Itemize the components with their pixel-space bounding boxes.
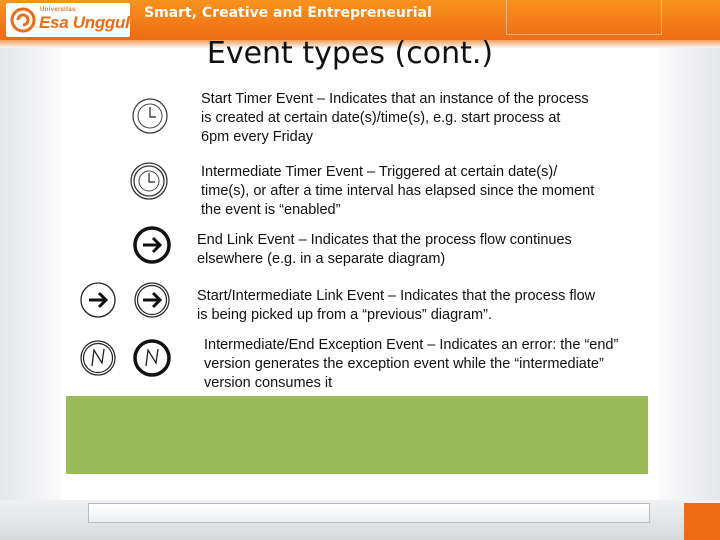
event-description: Start Timer Event – Indicates that an instance of the process is created at certain date(s)/time(s), e.g. start process at 6pm every Friday (201, 91, 589, 145)
footer-accent (684, 503, 720, 540)
arrow-circle-double-icon (132, 280, 172, 320)
event-description: Intermediate Timer Event – Triggered at certain date(s)/ time(s), or after a time interval has elapsed since the moment the event is “enabled” (201, 164, 595, 218)
header-frame (506, 0, 662, 35)
right-frame (658, 48, 720, 518)
tagline: Smart, Creative and Entrepreneurial (144, 5, 432, 21)
logo-caption: Universitas (40, 7, 76, 13)
logo-name: Esa Unggul (39, 13, 130, 32)
event-description: Intermediate/End Exception Event – Indicates an error: the “end” version generates the exception event while the “intermediate” version consumes it (204, 337, 619, 391)
event-description: Start/Intermediate Link Event – Indicates that the process flow is being picked up from a “previous” diagram”. (197, 288, 596, 323)
clock-double-ring-icon (128, 160, 170, 202)
lightning-circle-double-icon (78, 338, 118, 378)
university-logo-icon (10, 7, 36, 33)
clock-thin-icon (130, 96, 170, 136)
arrow-circle-thin-icon (78, 280, 118, 320)
green-band (66, 396, 648, 474)
footer-frame (88, 503, 650, 523)
logo (6, 3, 130, 37)
event-description: End Link Event – Indicates that the process flow continues elsewhere (e.g. in a separate diagram) (197, 232, 572, 267)
lightning-circle-thick-icon (132, 338, 172, 378)
arrow-circle-thick-icon (131, 224, 173, 266)
slide-title: Event types (cont.) (206, 36, 494, 71)
left-frame (0, 48, 62, 518)
